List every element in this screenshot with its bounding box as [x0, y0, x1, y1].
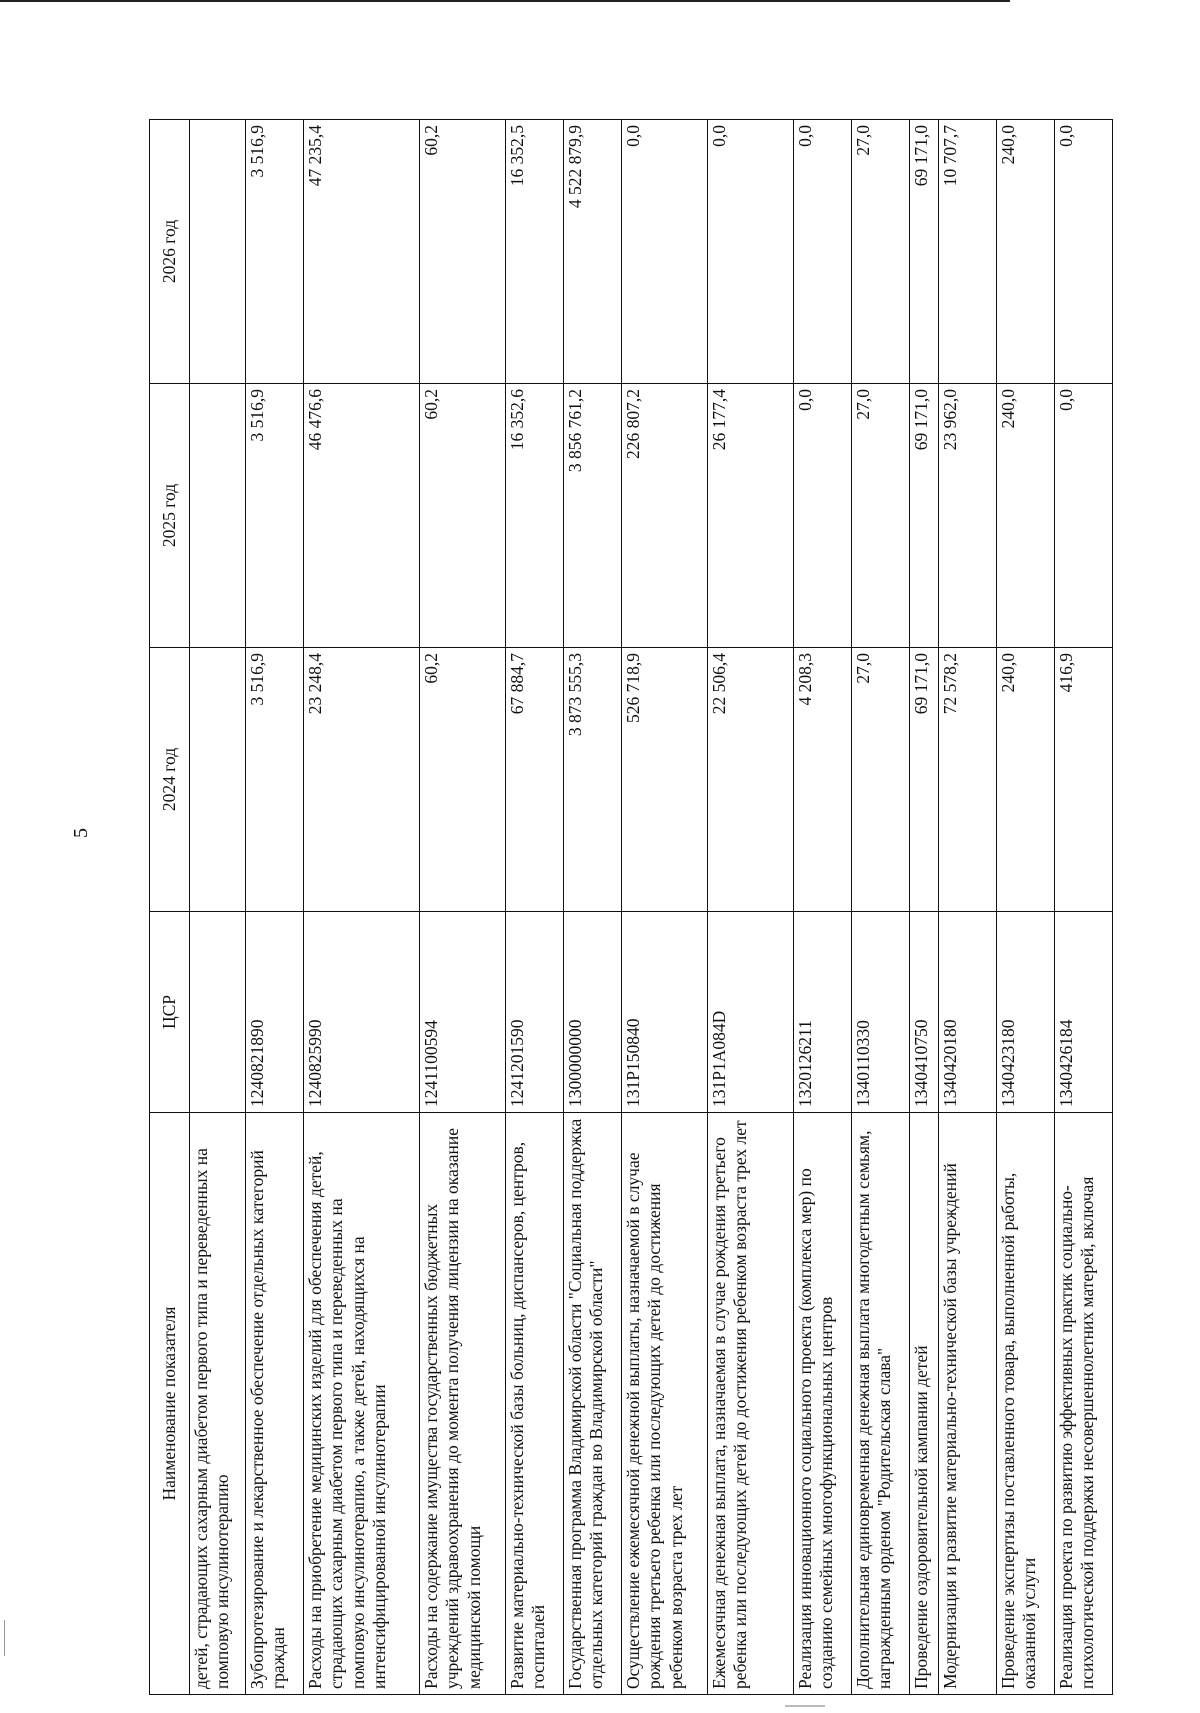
- row-2025-cell: 60,2: [420, 384, 506, 648]
- row-2024-cell: 23 248,4: [304, 648, 420, 912]
- table-row: [246, 120, 304, 1695]
- row-name-cell: Государственная программа Владимирской области "Социальная поддержка отдельных категорий граждан во Владимирской области": [564, 1113, 622, 1695]
- row-code-cell: 1300000000: [564, 912, 622, 1113]
- row-2026-cell: 16 352,5: [506, 120, 564, 384]
- table-row: [852, 120, 910, 1695]
- row-2026-cell: 47 235,4: [304, 120, 420, 384]
- row-code-cell: 131P1A084D: [708, 912, 794, 1113]
- row-name-cell: Развитие материально-технической базы больниц, диспансеров, центров, госпиталей: [506, 1113, 564, 1695]
- row-code-cell: 1320126211: [794, 912, 852, 1113]
- row-2024-cell: 60,2: [420, 648, 506, 912]
- row-code-cell: 1240825990: [304, 912, 420, 1113]
- table-row: [304, 120, 420, 1695]
- table-row: [910, 120, 939, 1695]
- row-name-cell: Расходы на приобретение медицинских изделий для обеспечения детей, страдающих сахарным диабетом первого типа и переведенных на помповую инсулинотерапию, а также детей, находящихся на интенсифицированной инсулинотерапии: [304, 1113, 420, 1695]
- row-2025-cell: 23 962,0: [939, 384, 997, 648]
- row-2026-cell: 10 707,7: [939, 120, 997, 384]
- row-code-cell: 131P150840: [622, 912, 708, 1113]
- row-2025-cell: 0,0: [1055, 384, 1113, 648]
- header-code: ЦСР: [150, 912, 190, 1113]
- row-2026-cell: 0,0: [622, 120, 708, 384]
- row-2025-cell: 240,0: [997, 384, 1055, 648]
- row-2025-cell: 226 807,2: [622, 384, 708, 648]
- row-code-cell: 1240821890: [246, 912, 304, 1113]
- table-row: [997, 120, 1055, 1695]
- row-name-cell: Проведение оздоровительной кампании детей: [910, 1113, 939, 1695]
- row-2025-cell: 69 171,0: [910, 384, 939, 648]
- row-2024-cell: 27,0: [852, 648, 910, 912]
- row-name-cell: Зубопротезирование и лекарственное обеспечение отдельных категорий граждан: [246, 1113, 304, 1695]
- header-name: Наименование показателя: [150, 1113, 190, 1695]
- row-name-cell: Осуществление ежемесячной денежной выплаты, назначаемой в случае рождения третьего ребенка или последующих детей до достижения ребенком возраста трех лет: [622, 1113, 708, 1695]
- row-2026-cell: [190, 120, 246, 384]
- row-2026-cell: 69 171,0: [910, 120, 939, 384]
- table-row: [564, 120, 622, 1695]
- row-code-cell: 1241100594: [420, 912, 506, 1113]
- row-2026-cell: 0,0: [794, 120, 852, 384]
- table-row: [622, 120, 708, 1695]
- row-2024-cell: 4 208,3: [794, 648, 852, 912]
- table-row: [506, 120, 564, 1695]
- table-row: [708, 120, 794, 1695]
- budget-table: [149, 119, 1113, 1695]
- row-2024-cell: 69 171,0: [910, 648, 939, 912]
- row-code-cell: 1340410750: [910, 912, 939, 1113]
- row-name-cell: Реализация инновационного социального проекта (комплекса мер) по созданию семейных многофункциональных центров: [794, 1113, 852, 1695]
- row-2024-cell: 67 884,7: [506, 648, 564, 912]
- page-number: 5: [70, 828, 92, 838]
- row-2025-cell: 46 476,6: [304, 384, 420, 648]
- table-header-row: [150, 120, 190, 1695]
- row-name-cell: Реализация проекта по развитию эффективных практик социально-психологической поддержки несовершеннолетних матерей, включая: [1055, 1113, 1113, 1695]
- table-row: [420, 120, 506, 1695]
- row-name-cell: Расходы на содержание имущества государственных бюджетных учреждений здравоохранения до момента получения лицензии на оказание медицинской помощи: [420, 1113, 506, 1695]
- row-code-cell: 1241201590: [506, 912, 564, 1113]
- row-2026-cell: 60,2: [420, 120, 506, 384]
- bottom-mark: [785, 1705, 825, 1707]
- row-2025-cell: 3 516,9: [246, 384, 304, 648]
- header-2025: 2025 год: [150, 384, 190, 648]
- row-2025-cell: [190, 384, 246, 648]
- margin-mark: [4, 1620, 5, 1656]
- row-2026-cell: 0,0: [708, 120, 794, 384]
- row-name-cell: Ежемесячная денежная выплата, назначаемая в случае рождения третьего ребенка или последующих детей до достижения ребенком возраста трех лет: [708, 1113, 794, 1695]
- table-row: [190, 120, 246, 1695]
- row-2026-cell: 4 522 879,9: [564, 120, 622, 384]
- row-code-cell: [190, 912, 246, 1113]
- row-name-cell: Проведение экспертизы поставленного товара, выполненной работы, оказанной услуги: [997, 1113, 1055, 1695]
- row-2025-cell: 0,0: [794, 384, 852, 648]
- row-2026-cell: 3 516,9: [246, 120, 304, 384]
- table-row: [794, 120, 852, 1695]
- row-2024-cell: 3 516,9: [246, 648, 304, 912]
- row-code-cell: 1340110330: [852, 912, 910, 1113]
- table-row: [939, 120, 997, 1695]
- header-2024: 2024 год: [150, 648, 190, 912]
- row-2026-cell: 0,0: [1055, 120, 1113, 384]
- row-2024-cell: 240,0: [997, 648, 1055, 912]
- row-name-cell: Модернизация и развитие материально-технической базы учреждений: [939, 1113, 997, 1695]
- row-code-cell: 1340420180: [939, 912, 997, 1113]
- row-code-cell: 1340423180: [997, 912, 1055, 1113]
- top-border-line: [0, 0, 1010, 2]
- row-2025-cell: 26 177,4: [708, 384, 794, 648]
- row-2024-cell: 526 718,9: [622, 648, 708, 912]
- row-2024-cell: 3 873 555,3: [564, 648, 622, 912]
- row-2024-cell: 22 506,4: [708, 648, 794, 912]
- row-2026-cell: 240,0: [997, 120, 1055, 384]
- row-2025-cell: 3 856 761,2: [564, 384, 622, 648]
- row-2026-cell: 27,0: [852, 120, 910, 384]
- row-2025-cell: 27,0: [852, 384, 910, 648]
- header-2026: 2026 год: [150, 120, 190, 384]
- row-name-cell: Дополнительная единовременная денежная выплата многодетным семьям, награжденным орденом "Родительская слава": [852, 1113, 910, 1695]
- row-2024-cell: [190, 648, 246, 912]
- row-2024-cell: 72 578,2: [939, 648, 997, 912]
- row-name-cell: детей, страдающих сахарным диабетом первого типа и переведенных на помповую инсулинотерапию: [190, 1113, 246, 1695]
- row-code-cell: 1340426184: [1055, 912, 1113, 1113]
- row-2024-cell: 416,9: [1055, 648, 1113, 912]
- row-2025-cell: 16 352,6: [506, 384, 564, 648]
- table-row: [1055, 120, 1113, 1695]
- rotated-table-container: [149, 120, 1098, 1695]
